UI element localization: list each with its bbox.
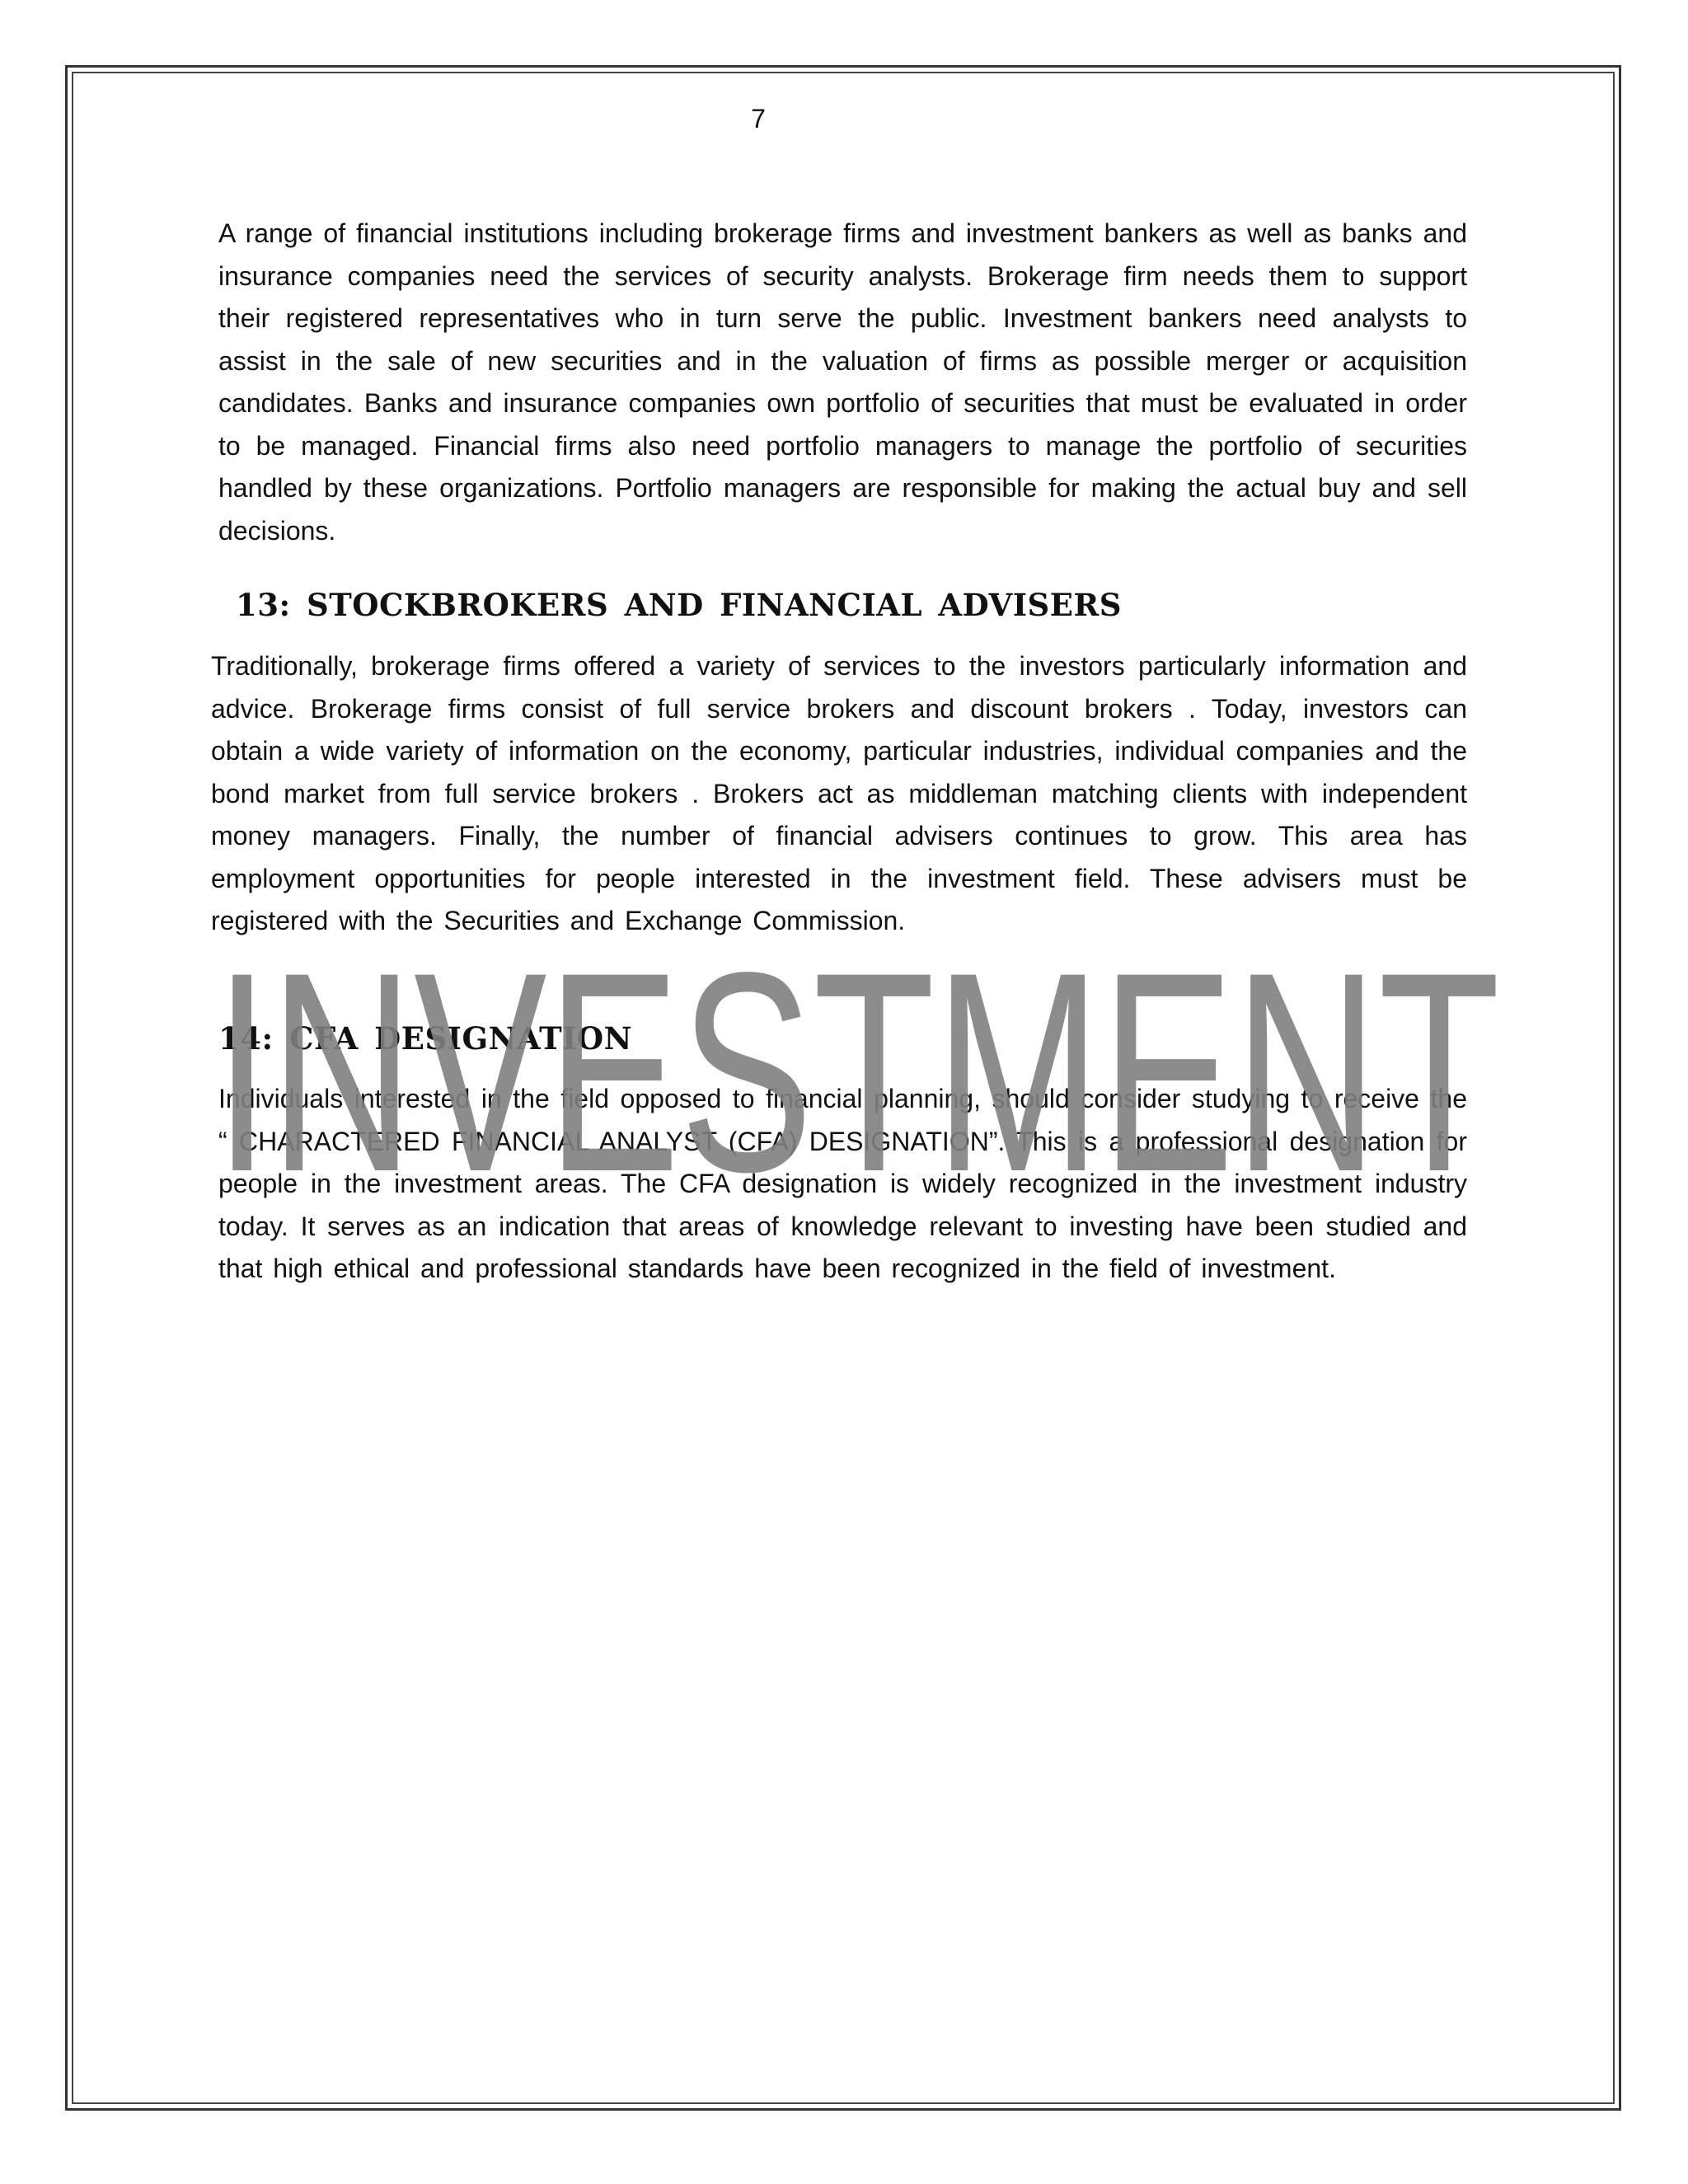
watermark-text: INVESTMENT — [214, 914, 1500, 1231]
section-14-heading: 14: CFA DESIGNATION — [218, 1020, 632, 1057]
intro-paragraph: A range of financial institutions including brokerage firms and investment bankers as well as banks and insurance companies need the services of security analysts. Brokerage firm needs them to support their registered representatives who in turn serve the public. Investment bankers need analysts to assist in the sale of new securities and in the valuation of firms as possible merger or acquisition candidates. Banks and insurance companies own portfolio of securities that must be evaluated in order to be managed. Financial firms also need portfolio managers to manage the portfolio of securities handled by these organizations. Portfolio managers are responsible for making the actual buy and sell decisions. — [218, 218, 1467, 546]
section-14-paragraph: Individuals interested in the field opposed to financial planning, should consider studying to receive the “ CHARACTERED FINANCIAL ANALYST (CFA) DESIGNATION”. This is a professional designation for people in the investment areas. The CFA designation is widely recognized in the investment industry today. It serves as an indication that areas of knowledge relevant to investing have been studied and that high ethical and professional standards have been recognized in the field of investment. — [218, 1084, 1467, 1283]
page-number: 7 — [751, 104, 766, 134]
section-13-paragraph: Traditionally, brokerage firms offered a variety of services to the investors particularly information and advice. Brokerage firms consist of full service brokers and discount brokers . Today, investors can obtain a wide variety of information on the economy, particular industries, individual companies and the bond market from full service brokers . Brokers act as middleman matching clients with independent money managers. Finally, the number of financial advisers continues to grow. This area has employment opportunities for people interested in the investment field. These advisers must be registered with the Securities and Exchange Commission. — [211, 651, 1467, 935]
section-13-heading: 13: STOCKBROKERS AND FINANCIAL ADVISERS — [236, 587, 1122, 623]
